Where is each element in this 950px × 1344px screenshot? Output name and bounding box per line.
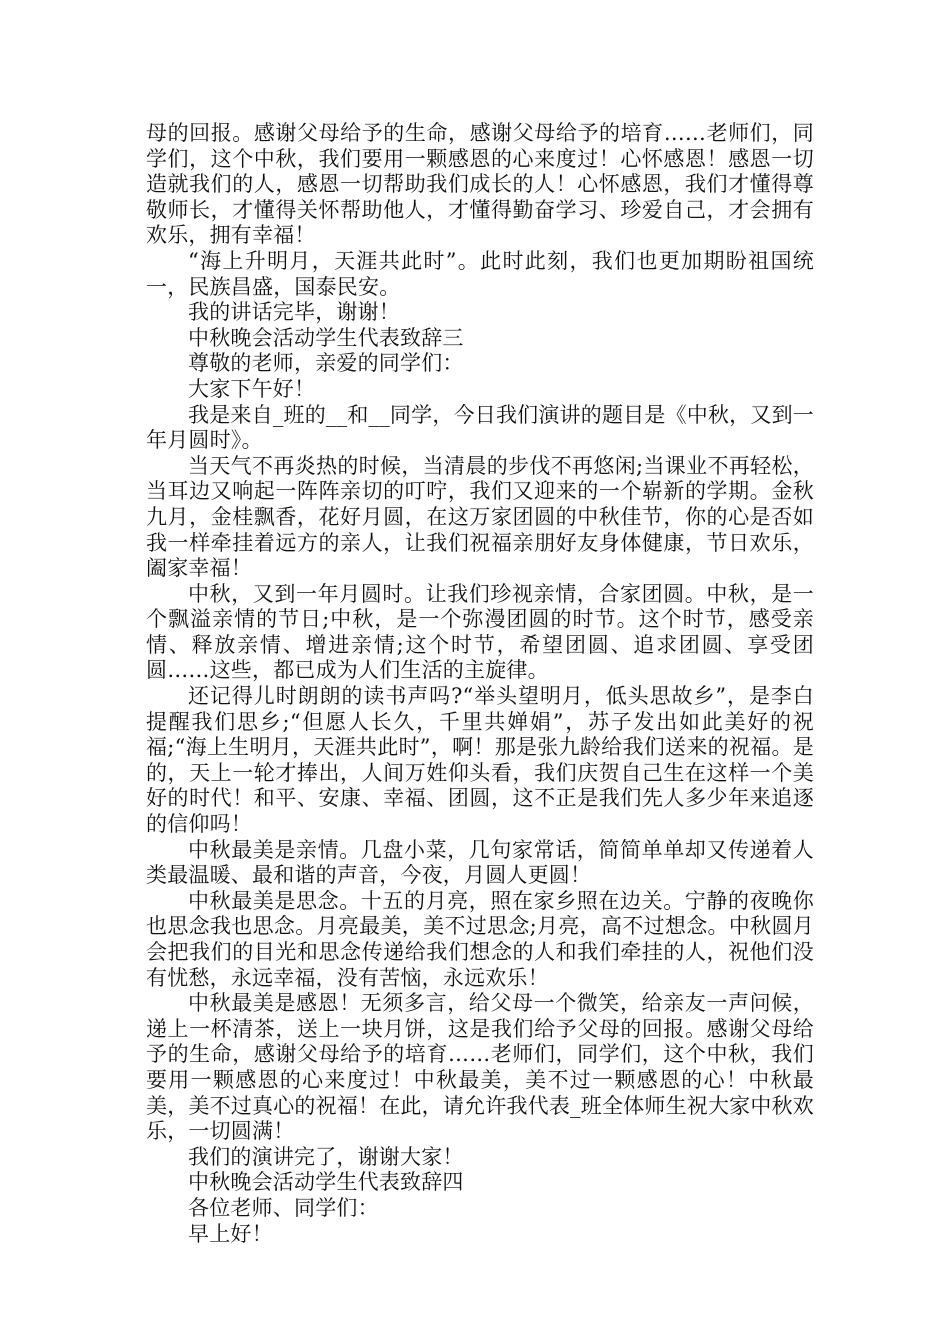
paragraph: 还记得儿时朗朗的读书声吗?“举头望明月，低头思故乡”，是李白提醒我们思乡;“但愿人长久，千里共婵娟”，苏子发出如此美好的祝福;“海上生明月，天涯共此时”，啊！那是张九龄给我们送来的祝福。是的，天上一轮才捧出，人间万姓仰头看，我们庆贺自己生在这样一个美好的时代！和平、安康、幸福、团圆，这不正是我们先人多少年来追逐的信仰吗！ bbox=[146, 684, 814, 837]
paragraph: 我是来自_班的__和__同学，今日我们演讲的题目是《中秋，又到一年月圆时》。 bbox=[146, 402, 814, 453]
closing-line: 我们的演讲完了，谢谢大家！ bbox=[188, 1144, 464, 1169]
document-body bbox=[146, 121, 814, 1247]
greeting: 大家下午好！ bbox=[188, 376, 316, 401]
paragraph: 中秋，又到一年月圆时。让我们珍视亲情，合家团圆。中秋，是一个飘溢亲情的节日;中秋，是一个弥漫团圆的时节。这个时节，感受亲情、释放亲情、增进亲情;这个时节，希望团圆、追求团圆、享受团圆……这些，都已成为人们生活的主旋律。 bbox=[146, 581, 814, 683]
greeting: 早上好！ bbox=[188, 1221, 273, 1246]
salutation: 尊敬的老师，亲爱的同学们： bbox=[188, 351, 464, 376]
paragraph: 中秋最美是感恩！无须多言，给父母一个微笑，给亲友一声问候，递上一杯清茶，送上一块月饼，这是我们给予父母的回报。感谢父母给予的生命，感谢父母给予的培育……老师们，同学们，这个中秋，我们要用一颗感恩的心来度过！中秋最美，美不过一颗感恩的心！中秋最美，美不过真心的祝福！在此，请允许我代表_班全体师生祝大家中秋欢乐，一切圆满！ bbox=[146, 991, 814, 1144]
section-heading: 中秋晚会活动学生代表致辞四 bbox=[188, 1170, 464, 1195]
paragraph: 母的回报。感谢父母给予的生命，感谢父母给予的培育……老师们，同学们，这个中秋，我们要用一颗感恩的心来度过！心怀感恩！感恩一切造就我们的人，感恩一切帮助我们成长的人！心怀感恩，我们才懂得尊敬师长，才懂得关怀帮助他人，才懂得勤奋学习、珍爱自己，才会拥有欢乐，拥有幸福！ bbox=[146, 121, 814, 248]
paragraph: “海上升明月，天涯共此时”。此时此刻，我们也更加期盼祖国统一，民族昌盛，国泰民安。 bbox=[146, 248, 814, 299]
section-heading: 中秋晚会活动学生代表致辞三 bbox=[188, 325, 464, 350]
salutation: 各位老师、同学们： bbox=[188, 1195, 379, 1220]
paragraph: 我的讲话完毕，谢谢！ bbox=[188, 300, 400, 325]
paragraph: 当天气不再炎热的时候，当清晨的步伐不再悠闲;当课业不再轻松，当耳边又响起一阵阵亲切的叮咛，我们又迎来的一个崭新的学期。金秋九月，金桂飘香，花好月圆，在这万家团圆的中秋佳节，你的心是否如我一样牵挂着远方的亲人，让我们祝福亲朋好友身体健康，节日欢乐，阖家幸福！ bbox=[146, 453, 814, 581]
paragraph: 中秋最美是亲情。几盘小菜，几句家常话，简简单单却又传递着人类最温暖、最和谐的声音，今夜，月圆人更圆！ bbox=[146, 837, 814, 888]
paragraph: 中秋最美是思念。十五的月亮，照在家乡照在边关。宁静的夜晚你也思念我也思念。月亮最美，美不过思念;月亮，高不过想念。中秋圆月会把我们的目光和思念传递给我们想念的人和我们牵挂的人，祝他们没有忧愁，永远幸福，没有苦恼，永远欢乐！ bbox=[146, 888, 814, 990]
